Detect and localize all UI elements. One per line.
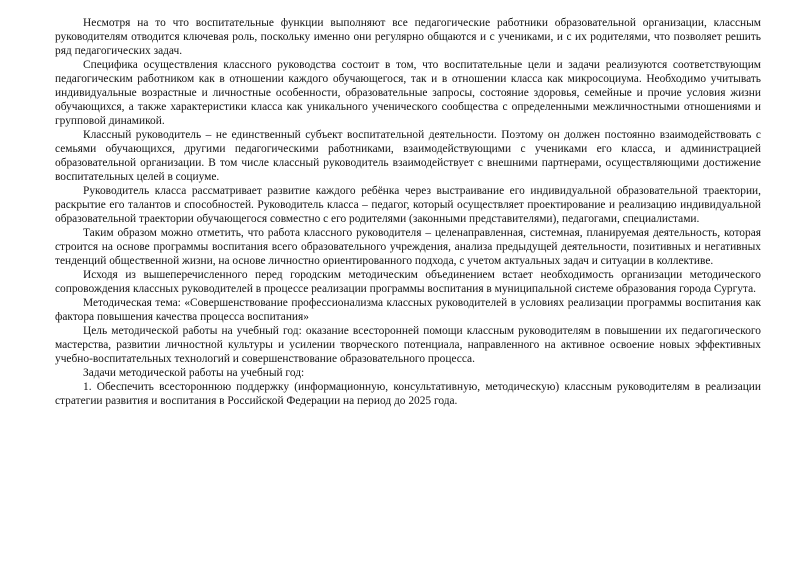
- paragraph-specifics: Специфика осуществления классного руководства состоит в том, что воспитательные цели и задачи реализуются соответствующим педагогическим работником как в отношении каждого обучающегося, так и в отношении класса как микросоциума. Необходимо учитывать индивидуальные возрастные и личностные особенности, образовательные запросы, состояние здоровья, семейные и прочие условия жизни обучающихся, а также характеристики класса как уникального ученического сообщества с определенными межличностными отношениями и групповой динамикой.: [55, 59, 761, 127]
- paragraph-necessity: Исходя из вышеперечисленного перед городским методическим объединением встает необходимость организации методического сопровождения классных руководителей в процессе реализации программы воспитания в муниципальной системе образования города Сургута.: [55, 269, 761, 295]
- paragraph-method-theme: Методическая тема: «Совершенствование профессионализма классных руководителей в условиях реализации программы воспитания как фактора повышения качества процесса воспитания»: [55, 297, 761, 323]
- paragraph-interaction: Классный руководитель – не единственный субъект воспитательной деятельности. Поэтому он должен постоянно взаимодействовать с семьями обучающихся, другими педагогическими работниками, взаимодействующими с учениками его класса, и администрацией образовательной организации. В том числе классный руководитель взаимодействует с внешними партнерами, осуществляющими достижение воспитательных целей в социуме.: [55, 129, 761, 183]
- paragraph-conclusion: Таким образом можно отметить, что работа классного руководителя – целенаправленная, системная, планируемая деятельность, которая строится на основе программы воспитания всего образовательного учреждения, анализа предыдущей деятельности, позитивных и негативных тенденций общественной жизни, на основе личностно ориентированного подхода, с учетом актуальных задач и ситуации в коллективе.: [55, 227, 761, 267]
- paragraph-intro: Несмотря на то что воспитательные функции выполняют все педагогические работники образовательной организации, классным руководителям отводится ключевая роль, поскольку именно они регулярно общаются и с учениками, и с их родителями, что позволяет решить ряд педагогических задач.: [55, 17, 761, 57]
- paragraph-task-1: 1. Обеспечить всестороннюю поддержку (информационную, консультативную, методическую) классным руководителям в реализации стратегии развития и воспитания в Российской Федерации на период до 2025 года.: [55, 381, 761, 407]
- document-page: [55, 16, 761, 408]
- paragraph-trajectory: Руководитель класса рассматривает развитие каждого ребёнка через выстраивание его индивидуальной образовательной траектории, раскрытие его талантов и способностей. Руководитель класса – педагог, который осуществляет проектирование и реализацию индивидуальной образовательной траектории обучающегося совместно с его родителями (законными представителями), педагогами, специалистами.: [55, 185, 761, 225]
- paragraph-goal: Цель методической работы на учебный год: оказание всесторонней помощи классным руководителям в повышении их педагогического мастерства, развитии личностной культуры и усилении творческого потенциала, направленного на активное освоение новых эффективных учебно-воспитательных технологий и совершенствование образовательного процесса.: [55, 325, 761, 365]
- paragraph-tasks-heading: Задачи методической работы на учебный год:: [83, 367, 305, 379]
